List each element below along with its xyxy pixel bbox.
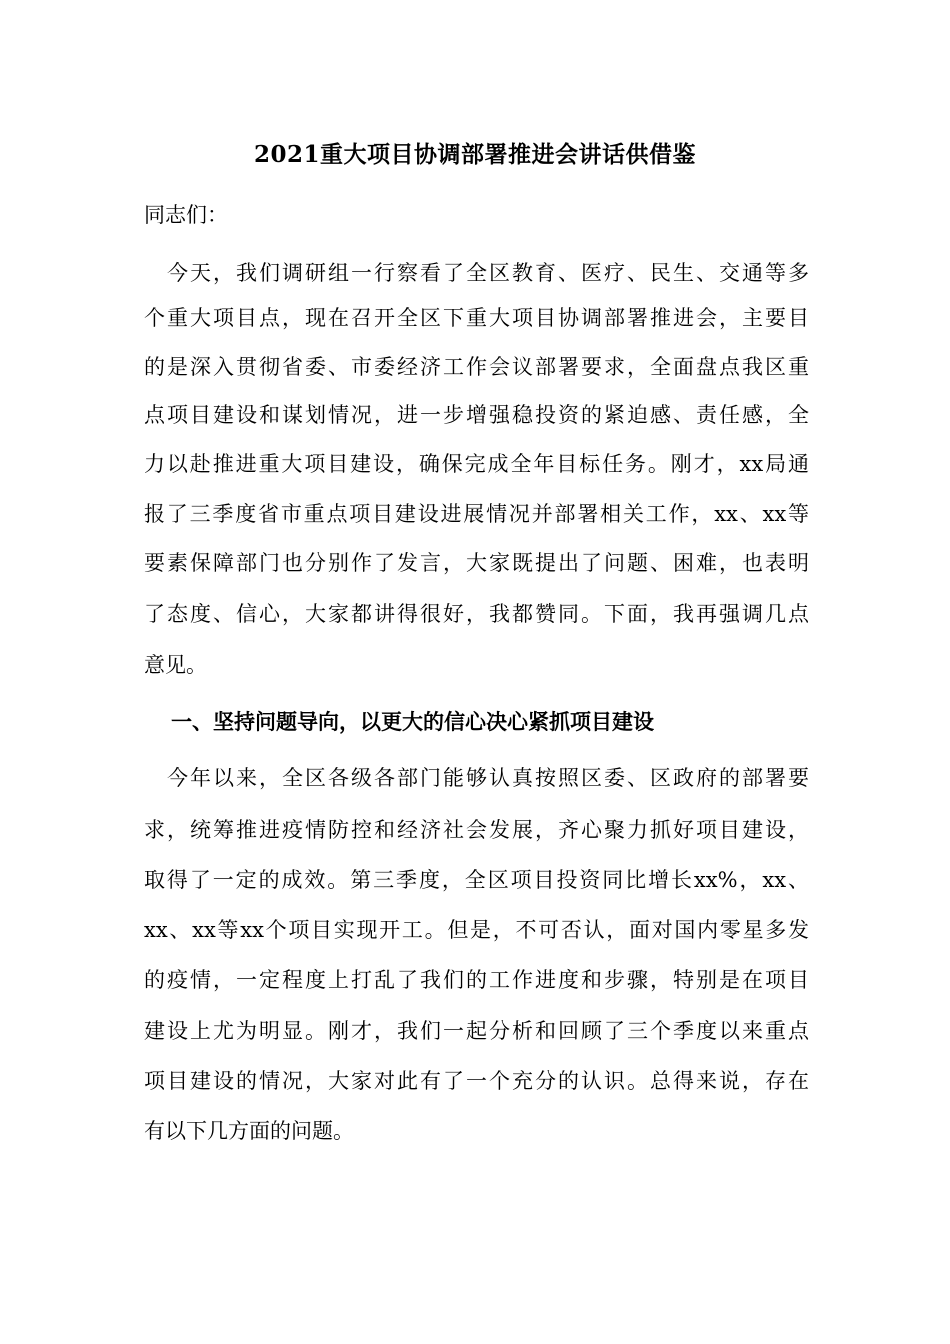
paragraph-line: 的是深入贯彻省委、市委经济工作会议部署要求，全面盘点我区重 [144, 355, 809, 379]
paragraph-line: 项目建设的情况，大家对此有了一个充分的认识。总得来说，存在 [144, 1069, 809, 1093]
paragraph-line: 今年以来，全区各级各部门能够认真按照区委、区政府的部署要 [144, 766, 809, 790]
paragraph-line: xx、xx等xx个项目实现开工。但是，不可否认，面对国内零星多发 [144, 918, 809, 942]
paragraph-line: 意见。 [144, 653, 207, 677]
paragraph-line: 力以赴推进重大项目建设，确保完成全年目标任务。刚才，xx局通 [144, 452, 809, 476]
paragraph-line: 了态度、信心，大家都讲得很好，我都赞同。下面，我再强调几点 [144, 602, 809, 626]
paragraph-line: 求，统筹推进疫情防控和经济社会发展，齐心聚力抓好项目建设， [144, 818, 809, 842]
paragraph-line: 的疫情，一定程度上打乱了我们的工作进度和步骤，特别是在项目 [144, 968, 809, 992]
paragraph-line: 报了三季度省市重点项目建设进展情况并部署相关工作，xx、xx等 [144, 502, 809, 526]
paragraph-line: 取得了一定的成效。第三季度，全区项目投资同比增长xx%，xx、 [144, 868, 809, 892]
paragraph-line: 有以下几方面的问题。 [144, 1119, 354, 1143]
paragraph-line: 建设上尤为明显。刚才，我们一起分析和回顾了三个季度以来重点 [144, 1019, 809, 1043]
paragraph-line: 要素保障部门也分别作了发言，大家既提出了问题、困难，也表明 [144, 551, 809, 575]
document-title: 2021重大项目协调部署推进会讲话供借鉴 [253, 141, 696, 168]
paragraph-line: 个重大项目点，现在召开全区下重大项目协调部署推进会，主要目 [144, 306, 809, 330]
section-heading: 一、坚持问题导向，以更大的信心决心紧抓项目建设 [171, 709, 654, 734]
paragraph-line: 点项目建设和谋划情况，进一步增强稳投资的紧迫感、责任感，全 [144, 403, 809, 427]
salutation: 同志们： [144, 203, 228, 227]
paragraph-line: 今天，我们调研组一行察看了全区教育、医疗、民生、交通等多 [144, 261, 809, 285]
